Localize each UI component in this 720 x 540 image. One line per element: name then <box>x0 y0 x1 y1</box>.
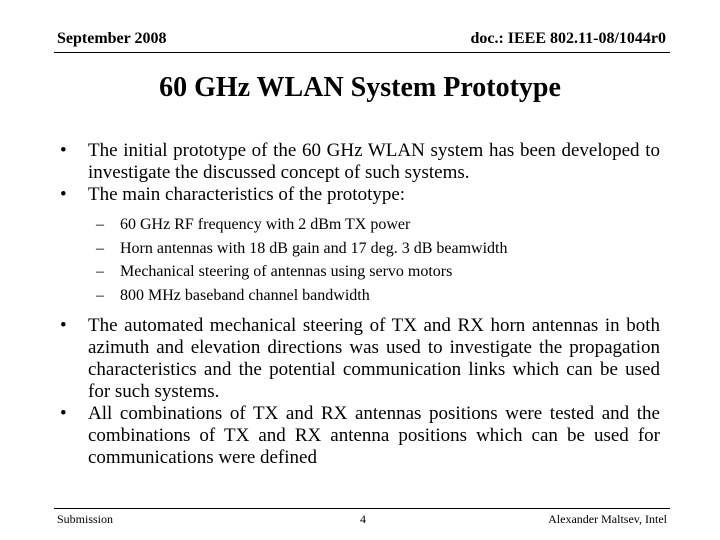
footer-submission: Submission <box>57 512 114 526</box>
bullet-item <box>56 315 660 403</box>
header-divider <box>54 52 670 53</box>
sub-bullet-item <box>56 260 660 284</box>
sub-bullet-text: Mechanical steering of antennas using servo motors <box>120 263 453 280</box>
bullet-item <box>56 403 660 469</box>
bullet-text: The automated mechanical steering of TX and RX horn antennas in both azimuth and elevation directions was used to investigate the propagation characteristics and the potential communication links which can be used for such systems. <box>88 315 660 402</box>
header-doc-id: doc.: IEEE 802.11-08/1044r0 <box>470 30 666 47</box>
slide-body <box>56 140 660 469</box>
sub-bullet-item <box>56 213 660 237</box>
bullet-marker: • <box>60 140 67 161</box>
sub-bullet-text: 60 GHz RF frequency with 2 dBm TX power <box>120 216 411 233</box>
bullet-item <box>56 140 660 184</box>
footer-divider <box>54 508 670 509</box>
sub-bullet-item <box>56 284 660 308</box>
slide-title: 60 GHz WLAN System Prototype <box>159 72 561 103</box>
bullet-marker: • <box>60 315 67 336</box>
bullet-text: The initial prototype of the 60 GHz WLAN system has been developed to investigate the discussed concept of such systems. <box>88 140 660 183</box>
bullet-item <box>56 184 660 206</box>
sub-bullet-marker: – <box>96 263 104 280</box>
bullet-marker: • <box>60 403 67 424</box>
header-date: September 2008 <box>57 30 167 47</box>
page-number: 4 <box>360 512 366 526</box>
bullet-text: All combinations of TX and RX antennas positions were tested and the combinations of TX and RX antenna positions which can be used for communications were defined <box>88 403 660 468</box>
sub-bullet-text: Horn antennas with 18 dB gain and 17 deg. 3 dB beamwidth <box>120 239 508 257</box>
bullet-marker: • <box>60 184 67 205</box>
footer-author: Alexander Maltsev, Intel <box>548 512 667 526</box>
sub-bullet-marker: – <box>96 216 104 233</box>
bullet-text: The main characteristics of the prototype: <box>88 184 406 205</box>
sub-bullet-text: 800 MHz baseband channel bandwidth <box>120 286 370 304</box>
sub-bullet-item <box>56 237 660 261</box>
sub-bullet-marker: – <box>96 286 104 304</box>
sub-bullet-marker: – <box>96 239 104 257</box>
